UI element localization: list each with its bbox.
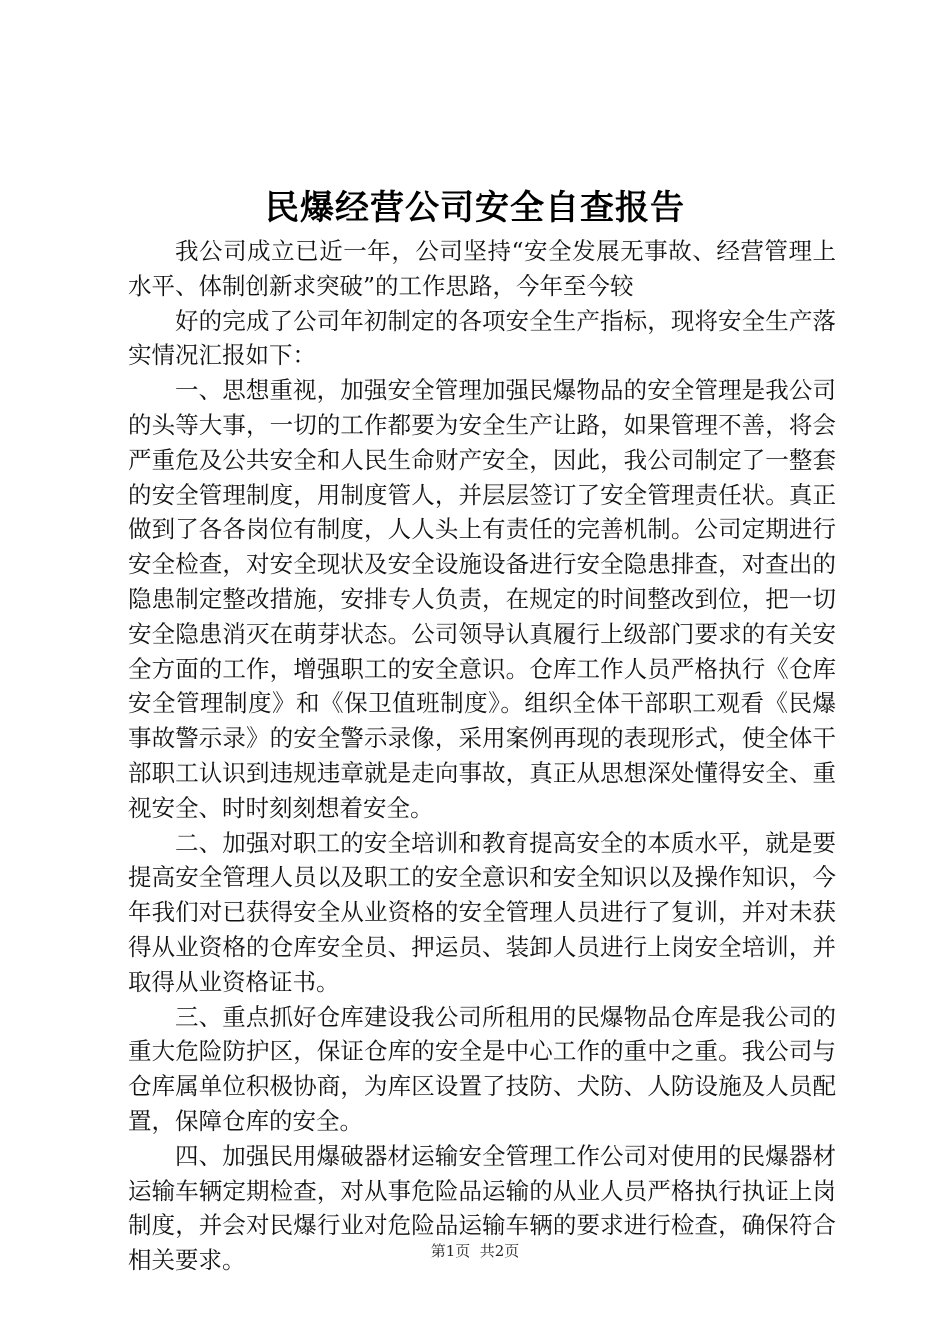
paragraph-section-4: 四、加强民用爆破器材运输安全管理工作公司对使用的民爆器材运输车辆定期检查，对从事危险品运输的从业人员严格执行执证上岗制度，并会对民爆行业对危险品运输车辆的要求进行检查，确保符合相关要求。: [128, 1141, 836, 1275]
document-body: [128, 234, 836, 1278]
paragraph-section-2: 二、加强对职工的安全培训和教育提高安全的本质水平，就是要提高安全管理人员以及职工的安全意识和安全知识以及操作知识，今年我们对已获得安全从业资格的安全管理人员进行了复训，并对未获得从业资格的仓库安全员、押运员、装卸人员进行上岗安全培训，并取得从业资格证书。: [128, 828, 836, 996]
document-title: 民爆经营公司安全自查报告: [265, 188, 685, 228]
paragraph-intro-2: 好的完成了公司年初制定的各项安全生产指标，现将安全生产落实情况汇报如下：: [128, 306, 836, 370]
paragraph-section-1: 一、思想重视，加强安全管理加强民爆物品的安全管理是我公司的头等大事，一切的工作都要为安全生产让路，如果管理不善，将会严重危及公共安全和人民生命财产安全，因此，我公司制定了一整套的安全管理制度，用制度管人，并层层签订了安全管理责任状。真正做到了各各岗位有制度，人人头上有责任的完善机制。公司定期进行安全检查，对安全现状及安全设施设备进行安全隐患排查，对查出的隐患制定整改措施，安排专人负责，在规定的时间整改到位，把一切安全隐患消灭在萌芽状态。公司领导认真履行上级部门要求的有关安全方面的工作，增强职工的安全意识。仓库工作人员严格执行《仓库安全管理制度》和《保卫值班制度》。组织全体干部职工观看《民爆事故警示录》的安全警示录像，采用案例再现的表现形式，使全体干部职工认识到违规违章就是走向事故，真正从思想深处懂得安全、重视安全、时时刻刻想着安全。: [128, 376, 836, 822]
page-number-label: 第1页 共2页: [430, 1242, 520, 1260]
paragraph-section-3: 三、重点抓好仓库建设我公司所租用的民爆物品仓库是我公司的重大危险防护区，保证仓库的安全是中心工作的重中之重。我公司与仓库属单位积极协商，为库区设置了技防、犬防、人防设施及人员配置，保障仓库的安全。: [128, 1002, 836, 1135]
paragraph-intro-1: 我公司成立已近一年，公司坚持“安全发展无事故、经营管理上水平、体制创新求突破”的工作思路，今年至今较: [128, 237, 836, 300]
page-footer: [0, 1240, 950, 1262]
